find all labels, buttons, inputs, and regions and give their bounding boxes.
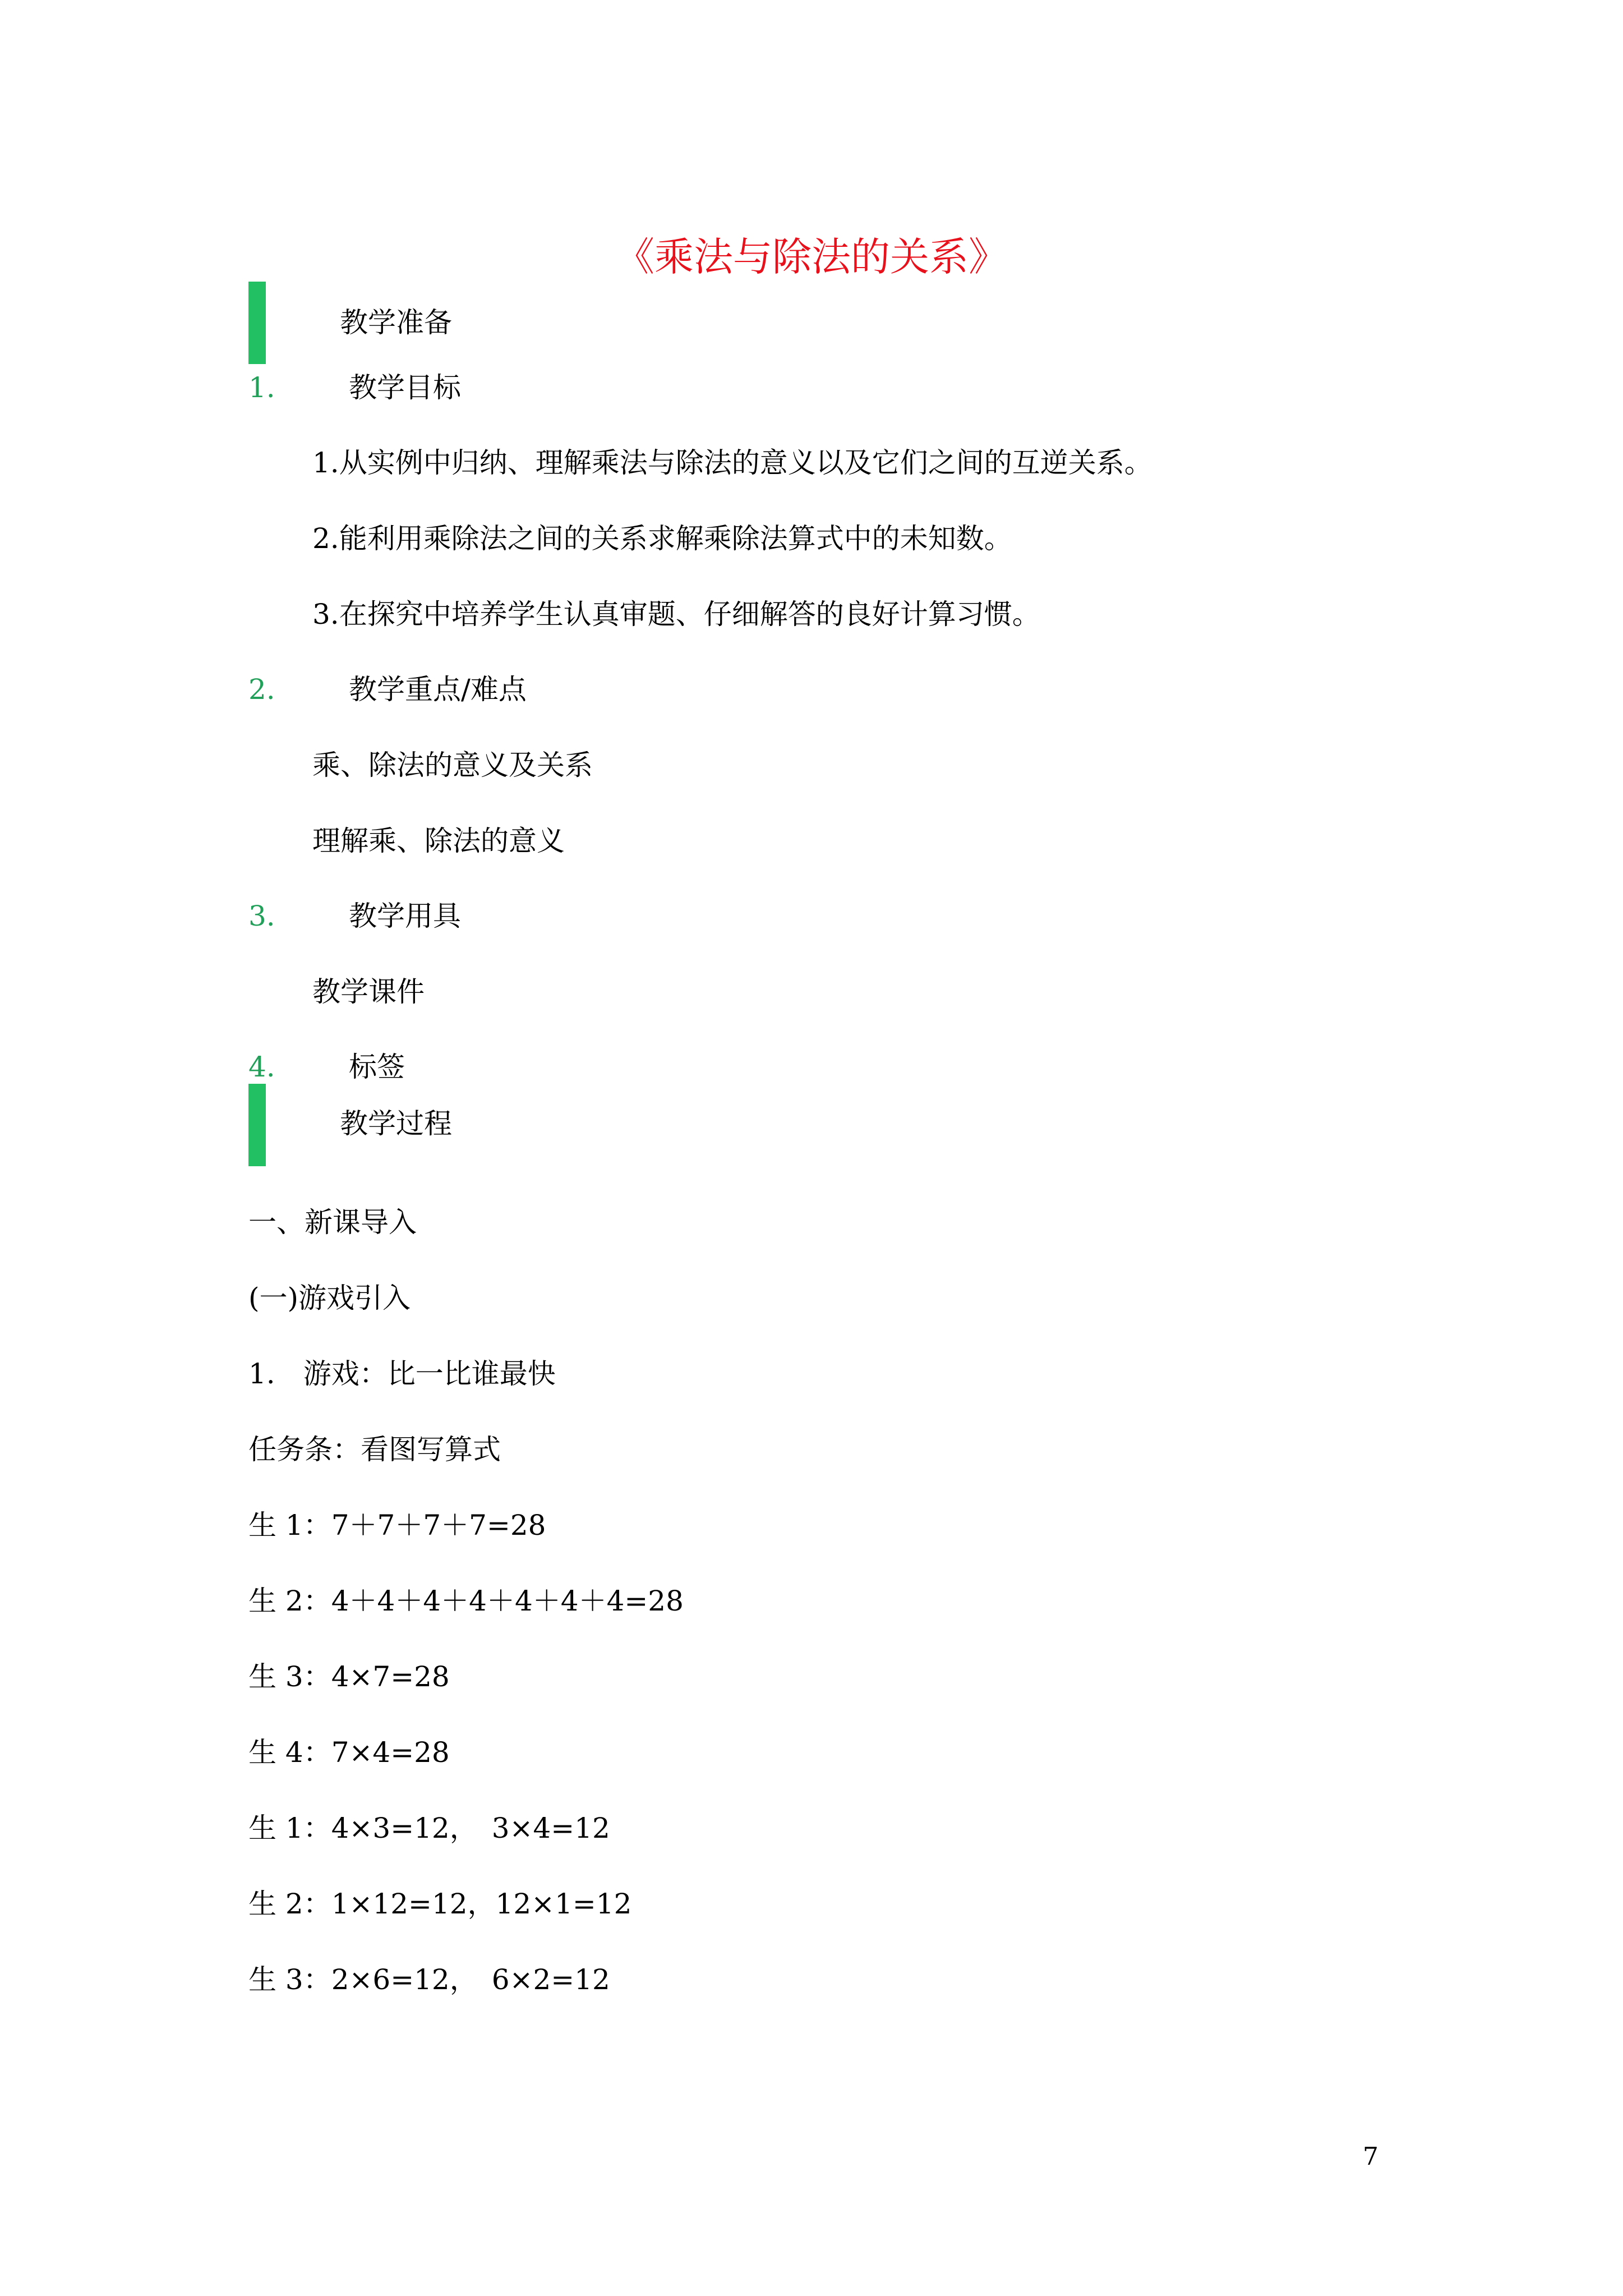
process-line: 生 3：2×6=12， 6×2=12 [248, 1963, 610, 1996]
item-label-tools: 教学用具 [349, 900, 461, 932]
tools-line: 教学课件 [312, 976, 425, 1008]
page-number: 7 [1363, 2142, 1378, 2171]
section-accent-bar [248, 1084, 266, 1166]
objective-line-1: 1.从实例中归纳、理解乘法与除法的意义以及它们之间的互逆关系。 [312, 447, 1152, 479]
process-line: 生 4：7×4=28 [248, 1736, 450, 1769]
item-number-2: 2. [248, 673, 275, 706]
process-line: 生 2：4＋4＋4＋4＋4＋4＋4=28 [248, 1585, 684, 1617]
process-line: 生 3：4×7=28 [248, 1660, 450, 1693]
difficulty-line: 理解乘、除法的意义 [312, 825, 565, 857]
process-line: 生 2：1×12=12，12×1=12 [248, 1888, 632, 1920]
item-number-3: 3. [248, 900, 275, 932]
objective-line-3: 3.在探究中培养学生认真审题、仔细解答的良好计算习惯。 [312, 598, 1040, 631]
section-heading-process: 教学过程 [340, 1107, 452, 1140]
item-label-objectives: 教学目标 [349, 371, 461, 404]
section-accent-bar [248, 282, 266, 364]
item-number-1: 1. [248, 371, 275, 404]
process-line: 一、新课导入 [248, 1206, 417, 1239]
process-line: 任务条：看图写算式 [248, 1433, 501, 1466]
process-line: 1. 游戏：比一比谁最快 [248, 1358, 556, 1390]
process-line: 生 1：4×3=12， 3×4=12 [248, 1812, 610, 1844]
process-line: (一)游戏引入 [248, 1282, 411, 1314]
item-label-key-points: 教学重点/难点 [349, 673, 527, 706]
process-line: 生 1：7＋7＋7＋7=28 [248, 1509, 546, 1542]
key-point-line: 乘、除法的意义及关系 [312, 749, 593, 781]
page-title: 《乘法与除法的关系》 [615, 234, 1008, 280]
section-heading-preparation: 教学准备 [340, 306, 452, 339]
item-number-4: 4. [248, 1051, 275, 1083]
objective-line-2: 2.能利用乘除法之间的关系求解乘除法算式中的未知数。 [312, 522, 1012, 555]
item-label-tags: 标签 [349, 1051, 405, 1083]
